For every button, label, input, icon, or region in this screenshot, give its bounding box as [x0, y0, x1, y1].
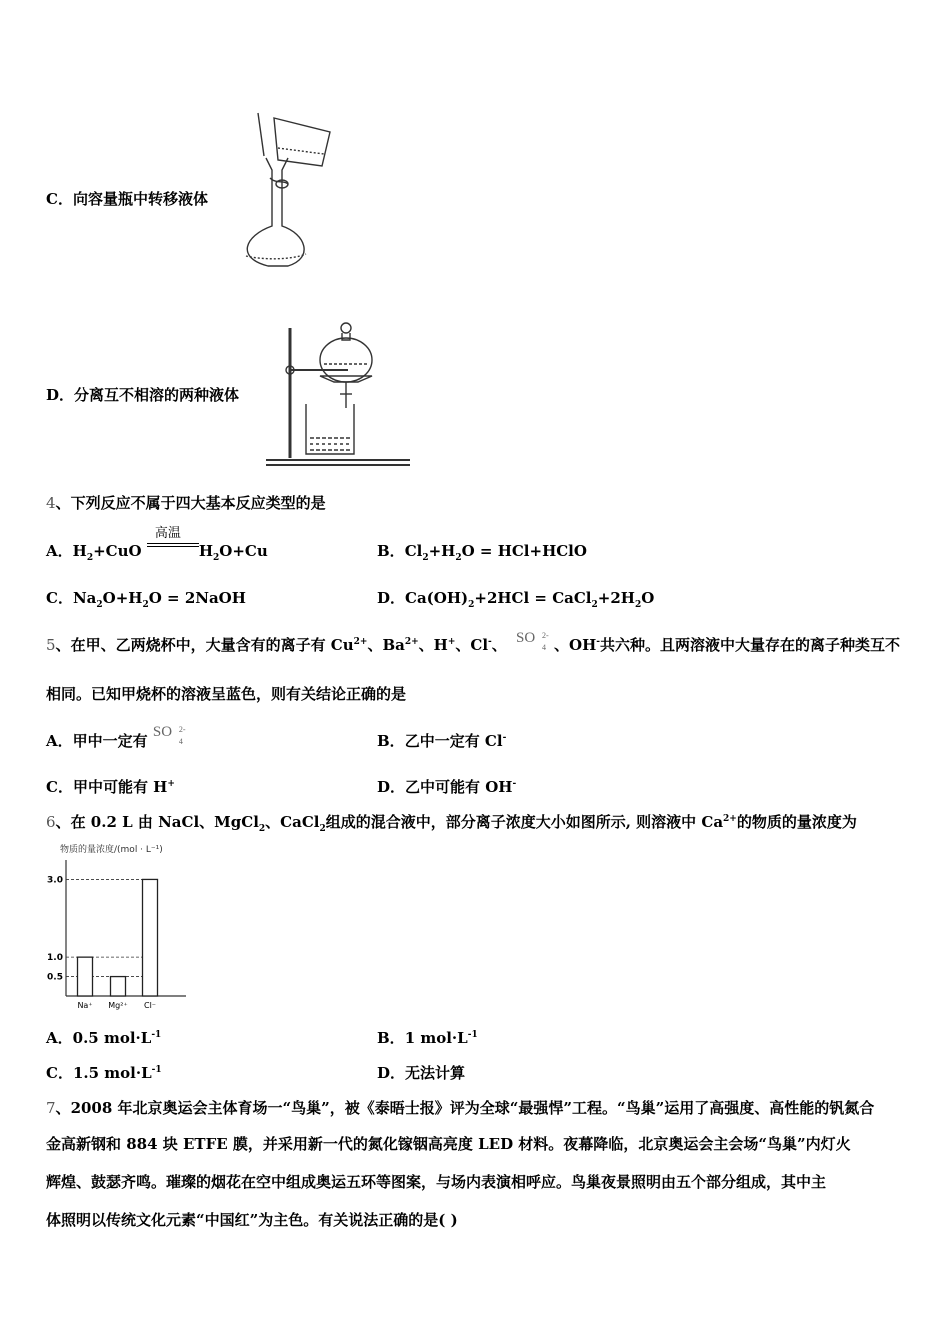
- y-tick-label: 0.5: [47, 972, 63, 983]
- y-tick-label: 3.0: [47, 875, 63, 886]
- q7-line3: 辉煌、鼓瑟齐鸣。璀璨的烟花在空中组成奥运五环等图案，与场内表演相呼应。鸟巢夜景照明由五个部分组成，其中主: [46, 1173, 827, 1191]
- q7-line1: 7、2008 年北京奥运会主体育场一“鸟巢”，被《泰晤士报》评为全球“最强悍”工程。“鸟巢”运用了高强度、高性能的钒氮合: [46, 1099, 875, 1117]
- x-tick-label: Na⁺: [77, 1001, 93, 1010]
- chart-title: 物质的量浓度/(mol · L⁻¹): [60, 845, 163, 855]
- q5-option-c: C．甲中可能有 H+: [46, 778, 175, 796]
- q5-option-a: A．甲中一定有 SO 2- 4: [46, 731, 193, 752]
- q5-stem-line2: 相同。已知甲烧杯的溶液呈蓝色，则有关结论正确的是: [46, 685, 407, 703]
- q7-line4: 体照明以传统文化元素“中国红”为主色。有关说法正确的是( ): [46, 1211, 458, 1229]
- bar-2: [143, 879, 158, 996]
- q5-option-d: D．乙中可能有 OH-: [377, 778, 517, 796]
- ion-concentration-bar-chart: [40, 838, 192, 1018]
- condition-label: 高温: [154, 526, 181, 541]
- q3-option-d: D．分离互不相溶的两种液体: [46, 386, 240, 404]
- x-tick-label: Mg²⁺: [108, 1001, 128, 1010]
- q5-stem-line1: 5、在甲、乙两烧杯中，大量含有的离子有 $Cu^{2+}$、$Ba^{2+}$、H+、Cl-、 SO 2- 4 、OH-共六种。且两溶液中大量存在的离子种类互不: [46, 630, 901, 654]
- q4-option-d: D．$Ca(OH)_2+2HCl$ = $CaCl_2+2H_2O$: [377, 589, 655, 610]
- bar-0: [78, 957, 93, 996]
- q6-option-b: B．1 $mol\cdot L^{-1}$: [377, 1029, 478, 1047]
- q4-option-b: B．$Cl_2+H_2O$ = HCl+HClO: [377, 542, 587, 563]
- glass-rod: [258, 113, 264, 156]
- x-tick-label: Cl⁻: [143, 1001, 157, 1010]
- q6-option-c: C．1.5 $mol\cdot L^{-1}$: [46, 1064, 162, 1082]
- reaction-condition-arrow: [147, 526, 199, 561]
- q4-option-a: A．$H_2+CuO$ 高温 $H_2O+Cu$: [46, 526, 268, 563]
- sulfate-ion: SO 2- 4: [152, 724, 186, 746]
- y-tick-label: 1.0: [47, 953, 63, 964]
- q4-option-c: C．$Na_2O+H_2O$ = 2NaOH: [46, 589, 246, 610]
- q7-line2: 金高新钢和 884 块 ETFE 膜，并采用新一代的氮化镓铟高亮度 LED 材料。夜幕降临，北京奥运会主会场“鸟巢”内灯火: [46, 1135, 851, 1153]
- separatory-funnel-figure: [262, 310, 414, 468]
- q6-stem: 6、在 0.2 L 由 NaCl、MgCl$_2$、CaCl$_2$组成的混合液中，部分离子浓度大小如图所示, 则溶液中 $Ca^{2+}$的物质的量浓度为: [46, 813, 857, 834]
- sulfate-ion: SO 2- 4: [516, 630, 549, 652]
- q4-stem: 4、下列反应不属于四大基本反应类型的是: [46, 494, 326, 512]
- q3-option-c: C．向容量瓶中转移液体: [46, 190, 208, 208]
- stand-base: [266, 460, 410, 465]
- bar-1: [111, 977, 126, 996]
- q5-option-b: B．乙中一定有 Cl-: [377, 732, 507, 750]
- q6-option-d: D．无法计算: [377, 1064, 466, 1082]
- volumetric-flask-transfer-figure: [232, 108, 338, 272]
- q6-option-a: A．0.5 $mol\cdot L^{-1}$: [46, 1029, 162, 1047]
